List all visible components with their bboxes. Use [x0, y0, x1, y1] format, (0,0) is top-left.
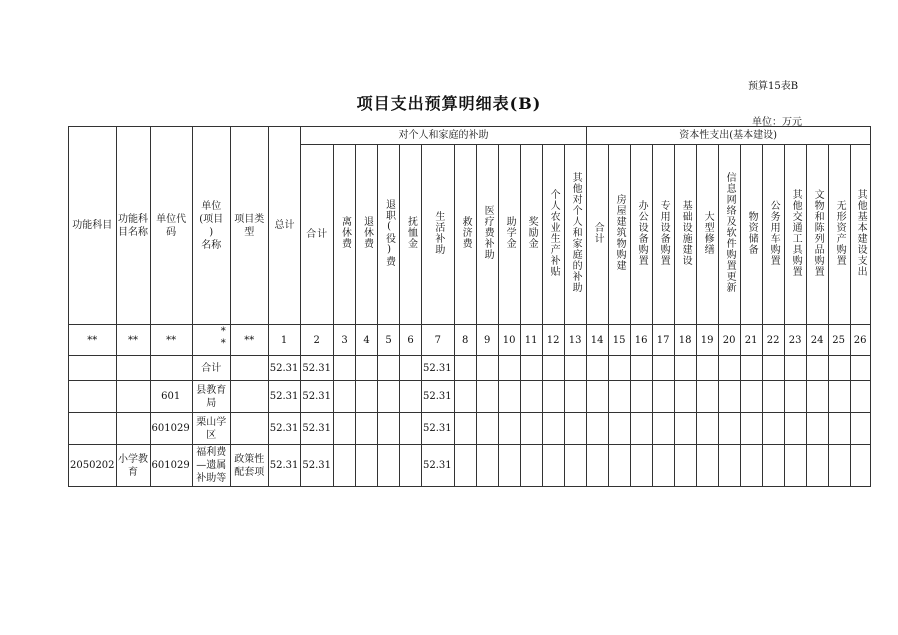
- cell-unit-name: 福利费—遗属补助等: [192, 445, 230, 487]
- header-intangible: 无形资产购置: [828, 145, 850, 325]
- cell-func-subject: [69, 381, 117, 413]
- page-title: 项目支出预算明细表(B): [356, 94, 542, 113]
- cell-unit-code: 601029: [150, 413, 192, 445]
- cell-personal-total: 52.31: [301, 356, 334, 381]
- cell-total: 52.31: [268, 445, 301, 487]
- header-medical: 医疗费补助: [476, 145, 498, 325]
- cell-unit-name: 栗山学区: [192, 413, 230, 445]
- cell-total: 52.31: [268, 381, 301, 413]
- header-building: 房屋建筑物购建: [608, 145, 630, 325]
- index-row: [69, 325, 871, 356]
- table-row: [69, 381, 871, 413]
- index-cell: **: [192, 325, 230, 356]
- budget-table: [68, 126, 871, 487]
- cell-living-subsidy: 52.31: [422, 381, 455, 413]
- cell-living-subsidy: 52.31: [422, 445, 455, 487]
- table-row: [69, 445, 871, 487]
- index-cell: **: [230, 325, 268, 356]
- cell-unit-code: 601029: [150, 445, 192, 487]
- header-official-vehicle: 公务用车购置: [762, 145, 784, 325]
- cell-total: 52.31: [268, 413, 301, 445]
- cell-func-name: [116, 356, 150, 381]
- index-cell: **: [69, 325, 117, 356]
- cell-personal-total: 52.31: [301, 445, 334, 487]
- header-retirement-cadre: 离休费: [334, 145, 356, 325]
- cell-personal-total: 52.31: [301, 381, 334, 413]
- group-capital-expenditure: 资本性支出(基本建设): [586, 127, 870, 145]
- index-cell: 10: [498, 325, 520, 356]
- header-it-network: 信息网络及软件购置更新: [718, 145, 740, 325]
- index-cell: 6: [400, 325, 422, 356]
- index-cell: 12: [542, 325, 564, 356]
- cell-total: 52.31: [268, 356, 301, 381]
- cell-func-name: [116, 413, 150, 445]
- cell-func-name: [116, 381, 150, 413]
- cell-living-subsidy: 52.31: [422, 413, 455, 445]
- index-cell: 25: [828, 325, 850, 356]
- cell-unit-name: 合计: [192, 356, 230, 381]
- header-special-equipment: 专用设备购置: [652, 145, 674, 325]
- group-personal-subsidy: 对个人和家庭的补助: [301, 127, 586, 145]
- header-other-personal: 其他对个人和家庭的补助: [564, 145, 586, 325]
- index-cell: 1: [268, 325, 301, 356]
- index-cell: 2: [301, 325, 334, 356]
- header-unit-code: 单位代码: [150, 127, 192, 325]
- unit-label: 单位：万元: [752, 117, 802, 128]
- table-row: [69, 356, 871, 381]
- header-office-equipment: 办公设备购置: [630, 145, 652, 325]
- header-unit-name: 单位 (项目 ) 名称: [192, 127, 230, 325]
- index-cell: **: [150, 325, 192, 356]
- header-cultural-relics: 文物和陈列品购置: [806, 145, 828, 325]
- index-cell: 17: [652, 325, 674, 356]
- header-resignation: 退职(役)费: [378, 145, 400, 325]
- cell-unit-name: 县教育局: [192, 381, 230, 413]
- header-infrastructure: 基础设施建设: [674, 145, 696, 325]
- cell-unit-code: [150, 356, 192, 381]
- index-cell: 13: [564, 325, 586, 356]
- index-cell: 9: [476, 325, 498, 356]
- header-project-type: 项目类型: [230, 127, 268, 325]
- index-cell: 18: [674, 325, 696, 356]
- header-living-subsidy: 生活补助: [422, 145, 455, 325]
- header-other-vehicle: 其他交通工具购置: [784, 145, 806, 325]
- index-cell: 20: [718, 325, 740, 356]
- index-cell: 16: [630, 325, 652, 356]
- index-cell: **: [116, 325, 150, 356]
- header-major-repair: 大型修缮: [696, 145, 718, 325]
- index-cell: 21: [740, 325, 762, 356]
- cell-func-subject: [69, 356, 117, 381]
- header-func-subject: 功能科目: [69, 127, 117, 325]
- index-cell: 19: [696, 325, 718, 356]
- cell-func-subject: [69, 413, 117, 445]
- index-cell: 11: [520, 325, 542, 356]
- header-relief: 救济费: [454, 145, 476, 325]
- index-cell: 14: [586, 325, 608, 356]
- header-retirement: 退休费: [356, 145, 378, 325]
- index-cell: 7: [422, 325, 455, 356]
- header-award: 奖励金: [520, 145, 542, 325]
- header-personal-total: 合计: [301, 145, 334, 325]
- cell-project-type: [230, 381, 268, 413]
- cell-personal-total: 52.31: [301, 413, 334, 445]
- header-other-construction: 其他基本建设支出: [850, 145, 870, 325]
- header-capital-total: 合计: [586, 145, 608, 325]
- header-agri-subsidy: 个人农业生产补贴: [542, 145, 564, 325]
- cell-project-type: [230, 356, 268, 381]
- cell-living-subsidy: 52.31: [422, 356, 455, 381]
- index-cell: 5: [378, 325, 400, 356]
- header-total: 总计: [268, 127, 301, 325]
- index-cell: 3: [334, 325, 356, 356]
- cell-project-type: [230, 413, 268, 445]
- form-code: 预算15表B: [748, 81, 799, 92]
- index-cell: 22: [762, 325, 784, 356]
- index-cell: 26: [850, 325, 870, 356]
- index-cell: 23: [784, 325, 806, 356]
- table-row: [69, 413, 871, 445]
- index-cell: 8: [454, 325, 476, 356]
- index-cell: 24: [806, 325, 828, 356]
- header-pension: 抚恤金: [400, 145, 422, 325]
- cell-func-name: 小学教育: [116, 445, 150, 487]
- header-material-reserve: 物资储备: [740, 145, 762, 325]
- header-func-name: 功能科目名称: [116, 127, 150, 325]
- cell-project-type: 政策性配套项: [230, 445, 268, 487]
- index-cell: 15: [608, 325, 630, 356]
- header-scholarship: 助学金: [498, 145, 520, 325]
- cell-unit-code: 601: [150, 381, 192, 413]
- index-cell: 4: [356, 325, 378, 356]
- cell-func-subject: 2050202: [69, 445, 117, 487]
